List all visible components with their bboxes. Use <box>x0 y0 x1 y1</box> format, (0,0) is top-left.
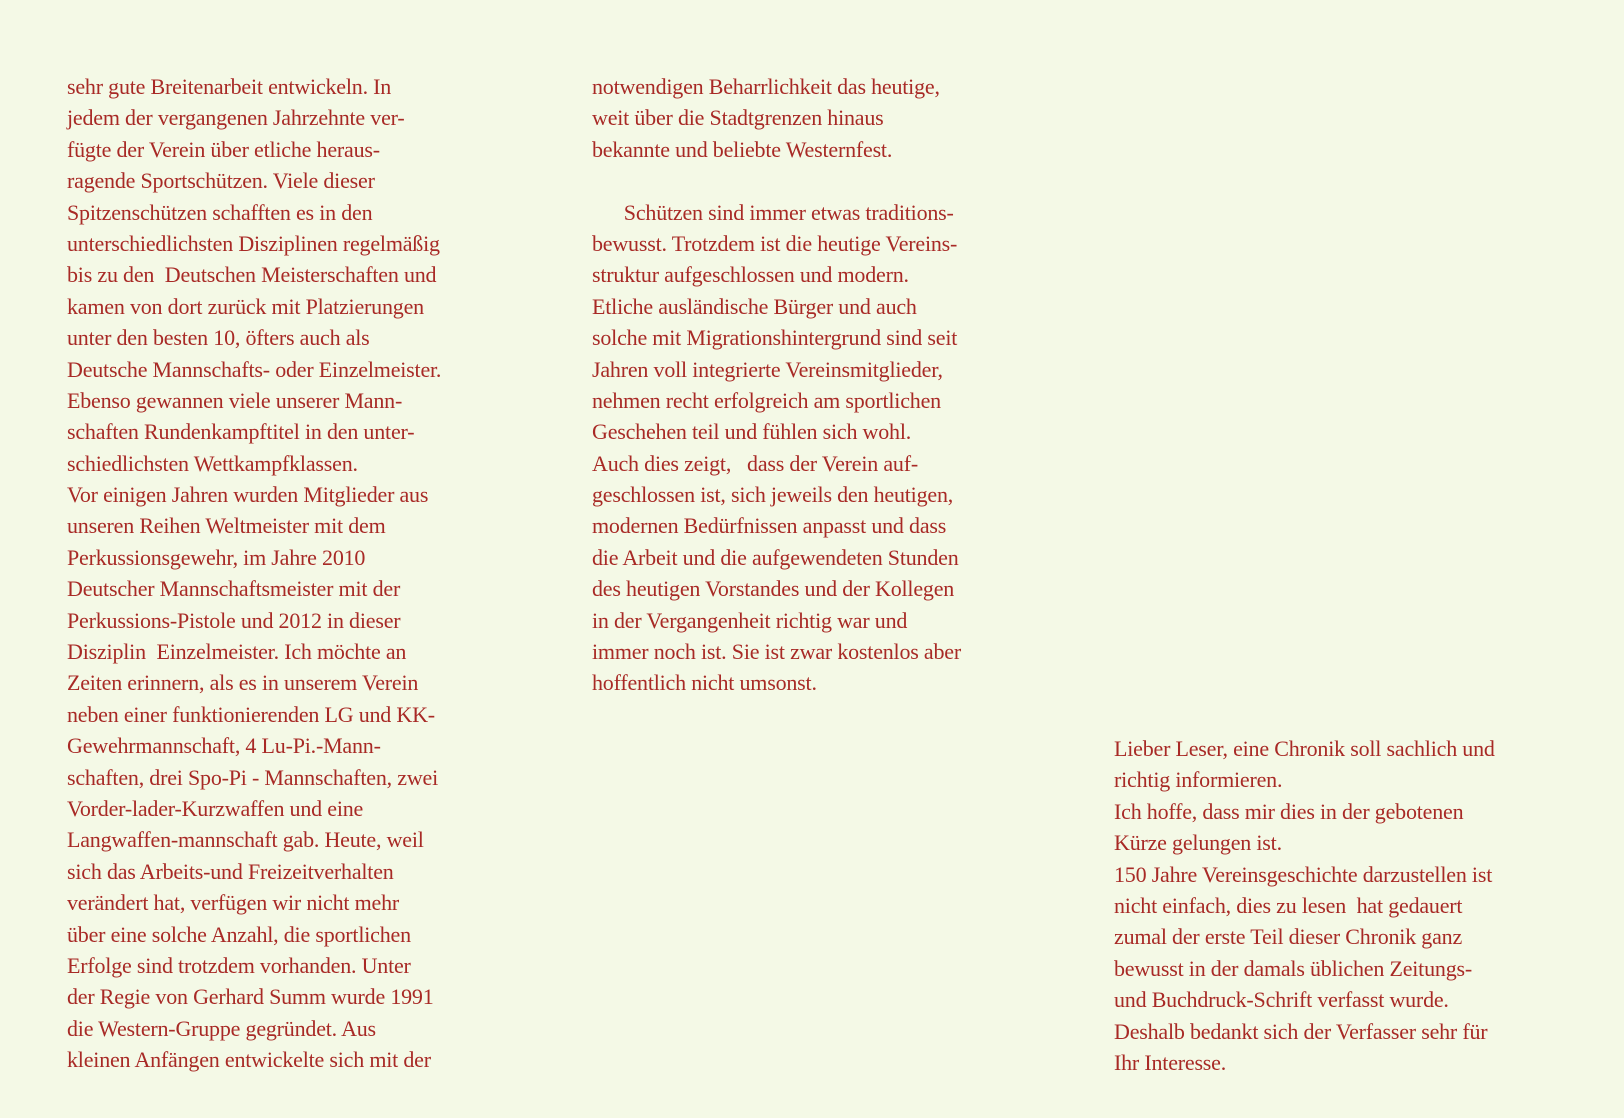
text-line: Auch dies zeigt, dass der Verein auf- <box>592 450 918 476</box>
text-column-middle <box>592 71 1092 699</box>
text-line: geschlossen ist, sich jeweils den heutigen, <box>592 482 954 508</box>
text-line: in der Vergangenheit richtig war und <box>592 607 908 633</box>
text-line: Zeiten erinnern, als es in unserem Verein <box>67 670 419 696</box>
text-line: jedem der vergangenen Jahrzehnte ver- <box>67 105 405 131</box>
text-line: notwendigen Beharrlichkeit das heutige, <box>592 74 940 99</box>
text-line: Vorder-lader-Kurzwaffen und eine <box>67 795 364 821</box>
text-line: Kürze gelungen ist. <box>1114 830 1282 856</box>
text-line: zumal der erste Teil dieser Chronik ganz <box>1114 924 1463 950</box>
text-line: bewusst in der damals üblichen Zeitungs- <box>1114 955 1472 981</box>
text-line: Perkussions-Pistole und 2012 in dieser <box>67 607 401 633</box>
text-line: und Buchdruck-Schrift verfasst wurde. <box>1114 987 1449 1013</box>
text-line: neben einer funktionierenden LG und KK- <box>67 701 435 727</box>
text-line: die Arbeit und die aufgewendeten Stunden <box>592 544 959 570</box>
text-line: Ich hoffe, dass mir dies in der gebotenen <box>1114 798 1464 824</box>
text-line: die Western-Gruppe gegründet. Aus <box>67 1015 376 1041</box>
text-line: sehr gute Breitenarbeit entwickeln. In <box>67 74 392 99</box>
text-line: unseren Reihen Weltmeister mit dem <box>67 513 386 539</box>
text-line: solche mit Migrationshintergrund sind seit <box>592 325 958 351</box>
text-line: Disziplin Einzelmeister. Ich möchte an <box>67 639 407 665</box>
text-line: nicht einfach, dies zu lesen hat gedauert <box>1114 892 1463 918</box>
text-line: 150 Jahre Vereinsgeschichte darzustellen ist <box>1114 861 1493 887</box>
text-line: modernen Bedürfnissen anpasst und dass <box>592 513 947 539</box>
text-line: Perkussionsgewehr, im Jahre 2010 <box>67 544 366 570</box>
text-line: sich das Arbeits-und Freizeitverhalten <box>67 858 394 884</box>
text-line: nehmen recht erfolgreich am sportlichen <box>592 387 941 413</box>
text-line: Schützen sind immer etwas traditions- <box>592 199 954 225</box>
text-line: des heutigen Vorstandes und der Kollegen <box>592 576 955 602</box>
text-line: Vor einigen Jahren wurden Mitglieder aus <box>67 482 429 508</box>
text-line: bis zu den Deutschen Meisterschaften und <box>67 262 437 288</box>
text-line: Jahren voll integrierte Vereinsmitglieder, <box>592 356 943 382</box>
text-line: bewusst. Trotzdem ist die heutige Vereins- <box>592 230 958 256</box>
text-line: richtig informieren. <box>1114 767 1283 793</box>
text-line: Etliche ausländische Bürger und auch <box>592 293 917 319</box>
text-line: weit über die Stadtgrenzen hinaus <box>592 105 884 131</box>
text-line: Gewehrmannschaft, 4 Lu-Pi.-Mann- <box>67 733 381 759</box>
text-column-left <box>67 71 567 1076</box>
text-line: unter den besten 10, öfters auch als <box>67 325 370 351</box>
text-line: Spitzenschützen schafften es in den <box>67 199 373 225</box>
text-line: unterschiedlichsten Disziplinen regelmäßig <box>67 230 440 256</box>
text-line: Ebenso gewannen viele unserer Mann- <box>67 387 403 413</box>
text-line: über eine solche Anzahl, die sportlichen <box>67 921 411 947</box>
text-line: hoffentlich nicht umsonst. <box>592 670 817 696</box>
text-line: Deutscher Mannschaftsmeister mit der <box>67 576 401 602</box>
text-line: verändert hat, verfügen wir nicht mehr <box>67 890 400 916</box>
text-line: bekannte und beliebte Westernfest. <box>592 136 893 162</box>
text-line: Ihr Interesse. <box>1114 1049 1227 1075</box>
text-line: struktur aufgeschlossen und modern. <box>592 262 909 288</box>
text-line: immer noch ist. Sie ist zwar kostenlos aber <box>592 639 961 665</box>
text-line: kamen von dort zurück mit Platzierungen <box>67 293 424 319</box>
text-line <box>592 165 1092 196</box>
text-line: Geschehen teil und fühlen sich wohl. <box>592 419 912 445</box>
text-line: Lieber Leser, eine Chronik soll sachlich und <box>1114 736 1495 761</box>
text-line: Erfolge sind trotzdem vorhanden. Unter <box>67 952 411 978</box>
text-line: der Regie von Gerhard Summ wurde 1991 <box>67 984 434 1010</box>
text-line: schiedlichsten Wettkampfklassen. <box>67 450 358 476</box>
text-line: schaften Rundenkampftitel in den unter- <box>67 419 415 445</box>
text-line: Deutsche Mannschafts- oder Einzelmeister. <box>67 356 442 382</box>
text-column-right <box>1114 733 1594 1078</box>
text-line: ragende Sportschützen. Viele dieser <box>67 168 375 194</box>
text-line: fügte der Verein über etliche heraus- <box>67 136 380 162</box>
text-line: kleinen Anfängen entwickelte sich mit der <box>67 1047 431 1073</box>
text-line: schaften, drei Spo-Pi - Mannschaften, zwei <box>67 764 438 790</box>
text-line: Langwaffen-mannschaft gab. Heute, weil <box>67 827 424 853</box>
text-line: Deshalb bedankt sich der Verfasser sehr für <box>1114 1018 1488 1044</box>
